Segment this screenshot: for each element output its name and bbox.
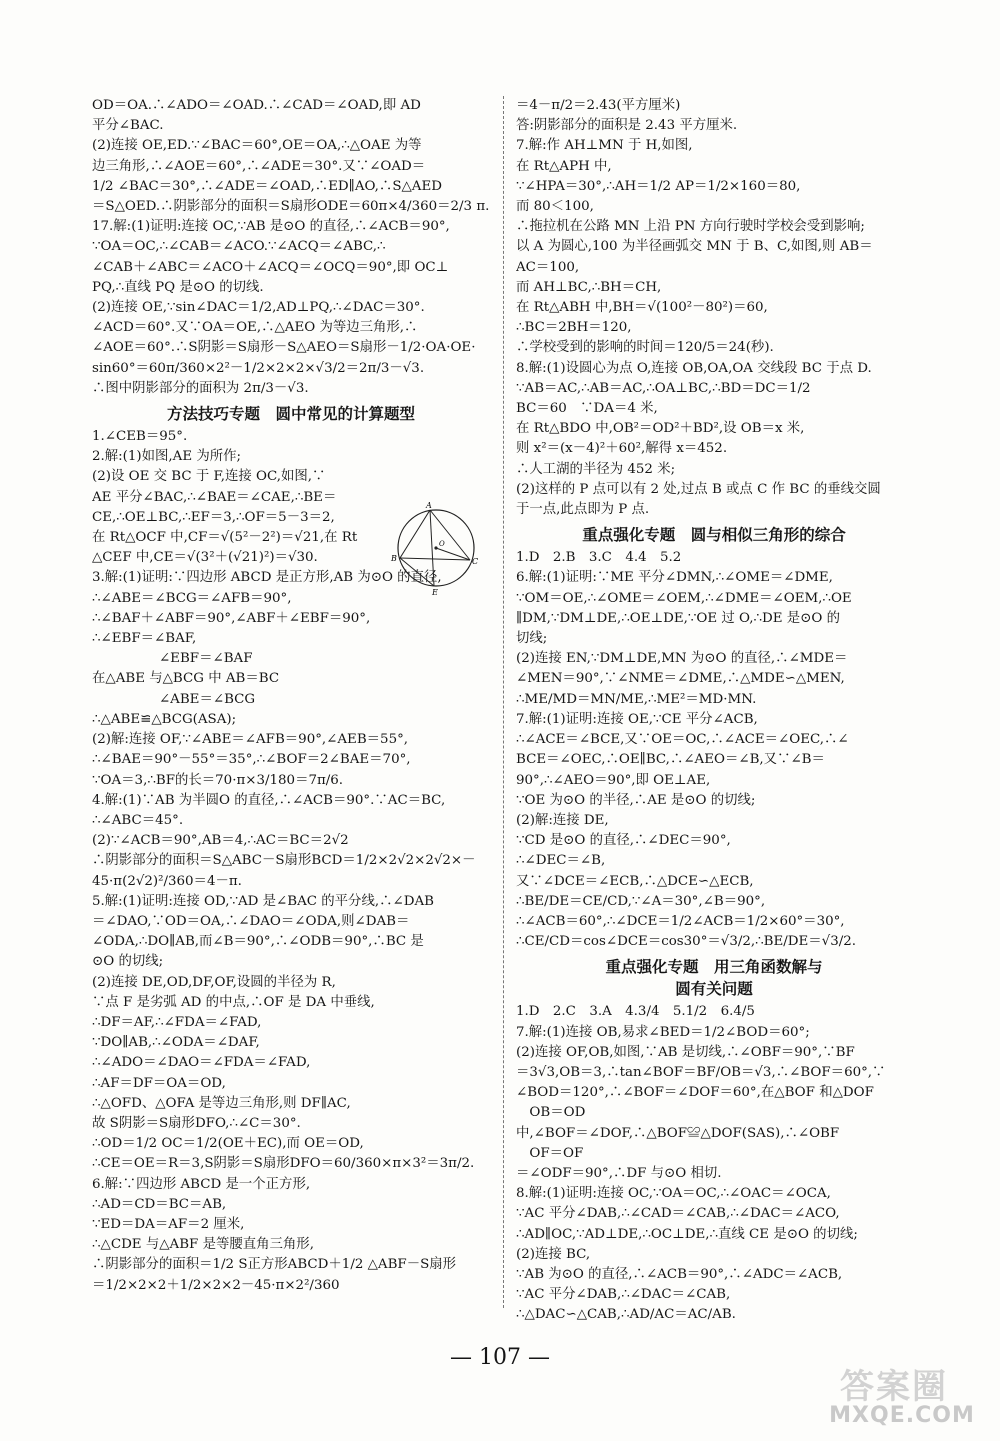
text-line: 7.解:(1)连接 OB,易求∠BED＝1/2∠BOD＝60°; [516, 1024, 810, 1040]
text-line: ∴CE/CD＝cos∠DCE＝cos30°＝√3/2,∴BE/DE＝√3/2. [516, 934, 857, 950]
text-line: 6.解:(1)证明:∵ME 平分∠DMN,∴∠OME＝∠DME, [516, 570, 833, 586]
text-line: ∴∠ABE＝∠BCG＝∠AFB＝90°, [92, 590, 292, 606]
circle-figure [386, 498, 482, 598]
text-line: (2)这样的 P 点可以有 2 处,过点 B 或点 C 作 BC 的垂线交圆 [516, 481, 881, 497]
text-line: (2)解:连接 DE, [516, 812, 609, 828]
text-line: ＝S△OED.∴阴影部分的面积＝S扇形ODE＝60π×4/360＝2/3 π. [92, 199, 490, 215]
text-line: ∵CD 是⊙O 的直径,∴∠DEC＝90°, [516, 833, 731, 849]
column-divider [503, 96, 504, 1308]
text-line: OD＝OA.∴∠ADO＝∠OAD.∴∠CAD＝∠OAD,即 AD [92, 98, 421, 113]
text-line: 又∵∠DCE＝∠ECB,∴△DCE∽△ECB, [516, 873, 754, 889]
text-line: △CEF 中,CE＝√(3²＋(√21)²)＝√30. [92, 550, 318, 566]
text-line: 45·π(2√2)²/360＝4－π. [92, 873, 242, 889]
text-line: ∴△DAC∽△CAB,∴AD/AC＝AC/AB. [516, 1307, 736, 1323]
text-line: BC＝60 ∵DA＝4 米, [516, 401, 658, 417]
text-line: 4.解:(1)∵AB 为半圆O 的直径,∴∠ACB＝90°.∵AC＝BC, [92, 792, 446, 808]
section-title-similar-triangles: 重点强化专题 圆与相似三角形的综合 [582, 526, 846, 545]
text-line: ∴∠ADO＝∠DAO＝∠FDA＝∠FAD, [92, 1055, 311, 1071]
text-line: ∠BOD＝120°,∴∠BOF＝∠DOF＝60°,在△BOF 和△DOF [516, 1085, 874, 1101]
text-line: ∴DF＝AF,∴∠FDA＝∠FAD, [92, 1014, 262, 1030]
text-line: ∴AF＝DF＝OA＝OD, [92, 1075, 226, 1091]
watermark-site: MXQE.COM [829, 1403, 975, 1428]
text-line: ∵AB 为⊙O 的直径,∴∠ACB＝90°,∴∠ADC＝∠ACB, [516, 1266, 843, 1282]
text-line: ∴AD∥OC,∵AD⊥DE,∴OC⊥DE,∴直线 CE 是⊙O 的切线; [516, 1226, 858, 1242]
right-column [516, 96, 912, 1326]
text-line: BCE＝∠OEC,∴OE∥BC,∴∠AEO＝∠B,又∵∠B＝ [516, 752, 825, 768]
text-line: ∴阴影部分的面积＝1/2 S正方形ABCD＋1/2 △ABF－S扇形 [92, 1257, 457, 1273]
text-line: ∵OA＝OC,∴∠CAB＝∠ACO.∵∠ACQ＝∠ABC,∴ [92, 239, 386, 255]
text-line: ∴拖拉机在公路 MN 上沿 PN 方向行驶时学校会受到影响; [516, 219, 865, 235]
text-line: ∴学校受到的影响的时间＝120/5＝24(秒). [516, 340, 774, 356]
text-line: ∠CAB＋∠ABC＝∠ACO＋∠ACQ＝∠OCQ＝90°,即 OC⊥ [92, 259, 449, 275]
text-line: ∵点 F 是劣弧 AD 的中点,∴OF 是 DA 中垂线, [92, 994, 375, 1010]
text-line: ∵AC 平分∠DAB,∴∠DAC＝∠CAB, [516, 1287, 731, 1303]
text-line: (2)连接 OE,∵sin∠DAC＝1/2,AD⊥PQ,∴∠DAC＝30°. [92, 300, 425, 316]
text-line: 2.解:(1)如图,AE 为所作; [92, 449, 242, 465]
text-line: 在△ABE 与△BCG 中 AB＝BC [92, 671, 280, 687]
text-line: 7.解:(1)证明:连接 OE,∵CE 平分∠ACB, [516, 711, 758, 727]
text-line: ∴∠DEC＝∠B, [516, 853, 606, 869]
text-line: (2)连接 DE,OD,DF,OF,设圆的半径为 R, [92, 974, 336, 990]
text-line: ∥DM,∵DM⊥DE,∴OE⊥DE,∵OE 过 O,∴DE 是⊙O 的 [516, 610, 840, 626]
text-line: 5.解:(1)证明:连接 OD,∵AD 是∠BAC 的平分线,∴∠DAB [92, 893, 434, 909]
text-line: OB＝OD [516, 1105, 586, 1121]
text-line: 答:阴影部分的面积是 2.43 平方厘米. [516, 118, 738, 134]
text-line: 切线; [516, 631, 548, 647]
figure-label-o: O [439, 540, 445, 548]
text-line: ∴BE/DE＝CE/CD,∵∠A＝30°,∠B＝90°, [516, 893, 766, 909]
text-line: ∠MEN＝90°,∵∠NME＝∠DME,∴△MDE∽△MEN, [516, 671, 845, 687]
text-line: sin60°＝60π/360×2²－1/2×2×2×√3/2＝2π/3－√3. [92, 360, 425, 376]
text-line: ∴阴影部分的面积＝S△ABC－S扇形BCD＝1/2×2√2×2√2×－ [92, 853, 476, 869]
text-line: 在 Rt△OCF 中,CF＝√(5²－2²)＝√21,在 Rt [92, 530, 358, 546]
text-line: ＝∠ODF＝90°,∴DF 与⊙O 相切. [516, 1165, 722, 1181]
section-title-trig-line1: 重点强化专题 用三角函数解与 [605, 958, 823, 977]
text-line: ∴人工湖的半径为 452 米; [516, 461, 676, 477]
text-line: ∴OD＝1/2 OC＝1/2(OE＋EC),而 OE＝OD, [92, 1136, 364, 1152]
watermark-logo [812, 1355, 992, 1435]
text-line: ∴AD＝CD＝BC＝AB, [92, 1196, 227, 1212]
text-line: (2)连接 BC, [516, 1246, 591, 1262]
text-line: 于一点,此点即为 P 点. [516, 502, 650, 518]
text-line: ∠ABE＝∠BCG [92, 691, 256, 707]
section-title-trig-line2: 圆有关问题 [675, 980, 753, 999]
text-line: ∵OE 为⊙O 的半径,∴AE 是⊙O 的切线; [516, 792, 756, 808]
text-line: ∴图中阴影部分的面积为 2π/3－√3. [92, 380, 309, 396]
text-line: ∵ED＝DA＝AF＝2 厘米, [92, 1216, 245, 1232]
text-line: 在 Rt△BDO 中,OB²＝OD²＋BD²,设 OB＝x 米, [516, 421, 805, 437]
text-line: 而 AH⊥BC,∴BH＝CH, [516, 279, 662, 295]
text-line: ∵AC 平分∠DAB,∴∠CAD＝∠CAB,∴∠DAC＝∠ACO, [516, 1206, 840, 1222]
text-line: 则 x²＝(x－4)²＋60²,解得 x＝452. [516, 441, 728, 457]
text-line: ∵OA＝3,∴BF的长＝70·π×3/180＝7π/6. [92, 772, 344, 788]
text-line: OF＝OF [516, 1145, 584, 1161]
text-line: 1.D 2.C 3.A 4.3/4 5.1/2 6.4/5 [516, 1004, 755, 1020]
text-line: ∴∠EBF＝∠BAF, [92, 631, 197, 647]
text-line: ∴∠BAF＋∠ABF＝90°,∠ABF＋∠EBF＝90°, [92, 610, 371, 626]
text-line: ∠ODA,∴DO∥AB,而∠B＝90°,∴∠ODB＝90°,∴BC 是 [92, 934, 424, 950]
text-line: ∴△OFD、△OFA 是等边三角形,则 DF∥AC, [92, 1095, 351, 1111]
text-line: 在 Rt△APH 中, [516, 158, 612, 174]
text-line: ∠AOE＝60°.∴S阴影＝S扇形－S△AEO＝S扇形－1/2·OA·OE· [92, 340, 476, 356]
text-line: 边三角形,∴∠AOE＝60°,∴∠ADE＝30°.又∵∠OAD＝ [92, 158, 426, 174]
text-line: ⊙O 的切线; [92, 954, 164, 970]
text-line: ＝∠DAO,∵OD＝OA,∴∠DAO＝∠ODA,则∠DAB＝ [92, 913, 410, 929]
text-line: 7.解:作 AH⊥MN 于 H,如图, [516, 138, 693, 154]
text-line: CE,∴OE⊥BC,∴EF＝3,∴OF＝5－3＝2, [92, 509, 335, 525]
text-line: AC＝100, [516, 259, 580, 275]
text-line: ∴∠ACE＝∠BCE,又∵OE＝OC,∴∠ACE＝∠OEC,∴∠ [516, 732, 849, 748]
right-block-2 [516, 548, 912, 952]
text-line: (2)∵∠ACB＝90°,AB＝4,∴AC＝BC＝2√2 [92, 833, 349, 849]
text-line: 6.解:∵四边形 ABCD 是一个正方形, [92, 1176, 311, 1192]
figure-label-b: B [391, 554, 397, 563]
text-line: ∠ACD＝60°.又∵OA＝OE,∴△AEO 为等边三角形,∴ [92, 320, 418, 336]
text-line: ∵OM＝OE,∴∠OME＝∠OEM,∴∠DME＝∠OEM,∴OE [516, 590, 852, 606]
text-line: 中,∠BOF＝∠DOF,∴△BOF≌△DOF(SAS),∴∠OBF [516, 1125, 840, 1141]
figure-label-a: A [426, 501, 432, 510]
text-line: 17.解:(1)证明:连接 OC,∵AB 是⊙O 的直径,∴∠ACB＝90°, [92, 219, 450, 235]
text-line: ∵AB＝AC,∴AB＝AC,∴OA⊥BC,∴BD＝DC＝1/2 [516, 380, 811, 396]
text-line: ∴ME/MD＝MN/ME,∴ME²＝MD·MN. [516, 691, 757, 707]
text-line: 平分∠BAC. [92, 118, 164, 134]
left-column [92, 96, 490, 1296]
text-line: (2)连接 OE,ED.∵∠BAC＝60°,OE＝OA,∴△OAE 为等 [92, 138, 422, 154]
text-line: ＝4－π/2＝2.43(平方厘米) [516, 98, 681, 113]
text-line: 以 A 为圆心,100 为半径画弧交 MN 于 B、C,如图,则 AB＝ [516, 239, 873, 255]
text-line: 90°,∴∠AEO＝90°,即 OE⊥AE, [516, 772, 711, 788]
text-line: ∴∠BAE＝90°－55°＝35°,∴∠BOF＝2∠BAE＝70°, [92, 752, 411, 768]
text-line: 1.∠CEB＝95°. [92, 429, 188, 445]
text-line: AE 平分∠BAC,∴∠BAE＝∠CAE,∴BE＝ [92, 489, 337, 505]
page-number: — 107 — [450, 1345, 550, 1370]
text-line: 在 Rt△ABH 中,BH＝√(100²－80²)＝60, [516, 300, 768, 316]
text-line: ∴△ABE≌△BCG(ASA); [92, 711, 237, 727]
left-block-1 [92, 96, 490, 399]
text-line: ∴∠ACB＝60°,∴∠DCE＝1/2∠ACB＝1/2×60°＝30°, [516, 913, 845, 929]
text-line: ∵DO∥AB,∴∠ODA＝∠DAF, [92, 1035, 260, 1051]
text-line: 8.解:(1)设圆心为点 O,连接 OB,OA,OA 交线段 BC 于点 D. [516, 360, 872, 376]
text-line: ∴∠ABC＝45°. [92, 812, 184, 828]
watermark-logo-text: 答案圈 [840, 1367, 948, 1407]
right-block-3 [516, 1002, 912, 1325]
text-line: 1.D 2.B 3.C 4.4 5.2 [516, 550, 682, 566]
text-line: 3.解:(1)证明:∵四边形 ABCD 是正方形,AB 为⊙O 的直径, [92, 570, 442, 586]
right-block-1 [516, 96, 912, 520]
text-line: ∴CE＝OE＝R＝3,S阴影＝S扇形DFO＝60/360×π×3²＝3π/2. [92, 1156, 475, 1172]
figure-label-c: C [472, 557, 479, 566]
text-line: ∵∠HPA＝30°,∴AH＝1/2 AP＝1/2×160＝80, [516, 178, 801, 194]
text-line: PQ,∴直线 PQ 是⊙O 的切线. [92, 279, 264, 295]
text-line: (2)解:连接 OF,∵∠ABE＝∠AFB＝90°,∠AEB＝55°, [92, 732, 409, 748]
figure-label-e: E [432, 588, 438, 597]
text-line: ∠EBF＝∠BAF [92, 651, 253, 667]
text-line: (2)设 OE 交 BC 于 F,连接 OC,如图,∵ [92, 469, 326, 485]
text-line: ∴BC＝2BH＝120, [516, 320, 632, 336]
text-line: ∴△CDE 与△ABF 是等腰直角三角形, [92, 1237, 314, 1253]
text-line: (2)连接 EN,∵DM⊥DE,MN 为⊙O 的直径,∴∠MDE＝ [516, 651, 848, 667]
text-line: ＝3√3,OB＝3,∴tan∠BOF＝BF/OB＝√3,∴∠BOF＝60°,∵ [516, 1064, 886, 1080]
text-line: (2)连接 OF,OB,如图,∵AB 是切线,∴∠OBF＝90°,∵BF [516, 1044, 855, 1060]
text-line: 故 S阴影＝S扇形DFO,∴∠C＝30°. [92, 1115, 301, 1131]
text-line: 8.解:(1)证明:连接 OC,∵OA＝OC,∴∠OAC＝∠OCA, [516, 1186, 831, 1202]
text-line: 而 80＜100, [516, 199, 594, 215]
section-title-calculation: 方法技巧专题 圆中常见的计算题型 [166, 405, 415, 424]
text-line: 1/2 ∠BAC＝30°,∴∠ADE＝∠OAD,∴ED∥AO,∴S△AED [92, 178, 442, 194]
text-line: ＝1/2×2×2＋1/2×2×2－45·π×2²/360 [92, 1277, 340, 1293]
